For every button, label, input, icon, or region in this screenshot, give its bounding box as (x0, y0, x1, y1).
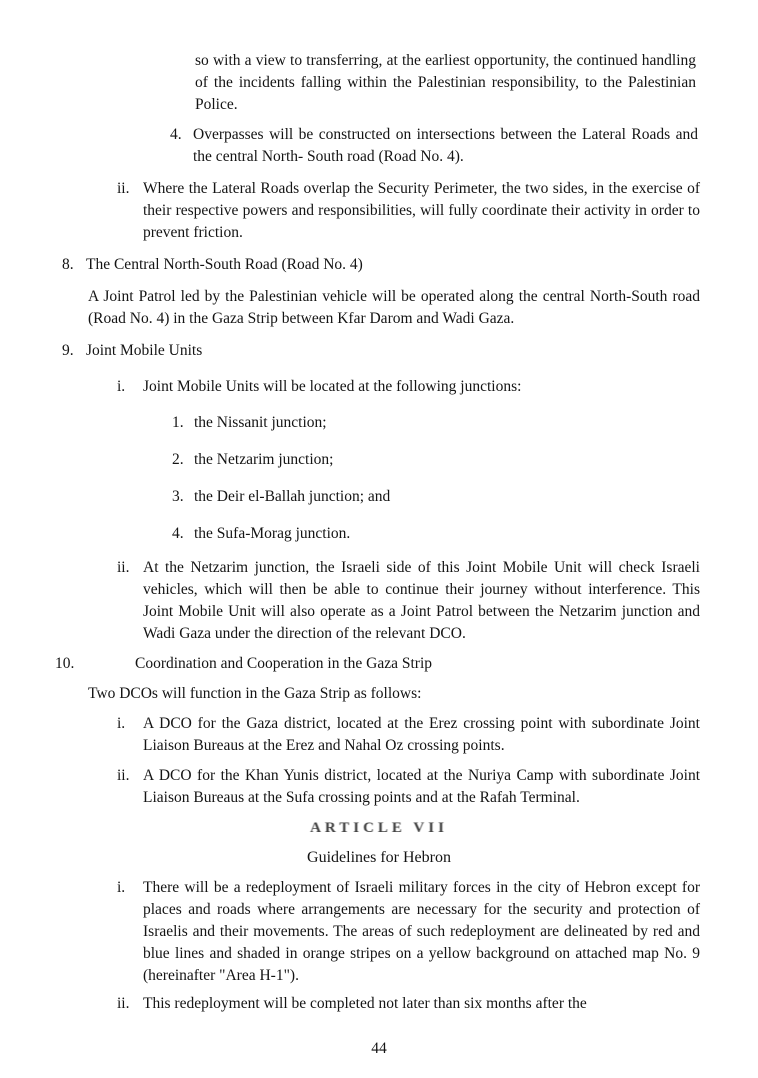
paragraph-transfer-continuation: so with a view to transferring, at the earliest opportunity, the continued handling of the incidents falling within the Palestinian responsibility, to the Palestinian Police. (195, 52, 696, 113)
list-marker: 2. (172, 451, 184, 468)
list-item-text: At the Netzarim junction, the Israeli side of this Joint Mobile Unit will check Israeli vehicles, which will then be able to continue their journey without interference. This Joint Mobile Unit will also operate as a Joint Patrol between the Netzarim junction and Wadi Gaza under the direction of the relevant DCO. (143, 559, 700, 642)
list-item-junction-intro (117, 376, 700, 398)
list-item-text: A DCO for the Khan Yunis district, located at the Nuriya Camp with subordinate Joint Liaison Bureaus at the Sufa crossing points and at the Rafah Terminal. (143, 767, 700, 806)
list-item-text: A DCO for the Gaza district, located at the Erez crossing point with subordinate Joint Liaison Bureaus at the Erez and Nahal Oz crossing points. (143, 715, 700, 754)
list-item-hebron-redeployment (117, 877, 700, 987)
list-marker: ii. (117, 995, 130, 1012)
guidelines-hebron-heading: Guidelines for Hebron (307, 849, 451, 866)
list-item-junction-3 (172, 486, 698, 508)
list-item-text: the Netzarim junction; (194, 451, 334, 468)
list-item-text: This redeployment will be completed not later than six months after the (143, 995, 587, 1012)
section-marker: 8. (62, 256, 74, 273)
list-item-netzarim-check (117, 557, 700, 645)
list-item-text: the Sufa-Morag junction. (194, 525, 351, 542)
section-title: The Central North-South Road (Road No. 4) (86, 256, 363, 273)
list-item-dco-khan-yunis (117, 765, 700, 809)
list-marker: ii. (117, 767, 130, 784)
list-item-dco-gaza (117, 713, 700, 757)
list-marker: i. (117, 378, 126, 395)
list-item-text: Joint Mobile Units will be located at the following junctions: (143, 378, 522, 395)
list-marker: i. (117, 715, 126, 732)
list-item-text: There will be a redeployment of Israeli military forces in the city of Hebron except for places and roads where arrangements are necessary for the security and protection of Israelis and their movements. The areas of such redeployment are delineated by red and blue lines and shaded in orange stripes on a yellow background on attached map No. 9 (hereinafter "Area H-1"). (143, 879, 700, 984)
list-marker: ii. (117, 559, 130, 576)
list-marker: 4. (170, 126, 182, 143)
list-marker: ii. (117, 180, 130, 197)
section-9-heading (62, 340, 700, 362)
section-8-body: A Joint Patrol led by the Palestinian vehicle will be operated along the central North-South road (Road No. 4) in the Gaza Strip between Kfar Darom and Wadi Gaza. (88, 288, 700, 327)
list-marker: 4. (172, 525, 184, 542)
section-title: Joint Mobile Units (86, 342, 203, 359)
list-item-text: the Nissanit junction; (194, 414, 327, 431)
list-marker: 3. (172, 488, 184, 505)
section-title: Coordination and Cooperation in the Gaza Strip (135, 655, 433, 672)
list-marker: 1. (172, 414, 184, 431)
list-item-junction-2 (172, 449, 698, 471)
list-item-junction-4 (172, 523, 698, 545)
section-marker: 9. (62, 342, 74, 359)
list-item-hebron-timeline (117, 993, 700, 1015)
page-number: 44 (371, 1040, 387, 1057)
list-marker: i. (117, 879, 126, 896)
list-item-text: Where the Lateral Roads overlap the Security Perimeter, the two sides, in the exercise of their respective powers and responsibilities, will fully coordinate their activity in order to prevent friction. (143, 180, 700, 241)
section-10-heading (55, 653, 700, 675)
list-item-text: Overpasses will be constructed on intersections between the Lateral Roads and the central North- South road (Road No. 4). (193, 126, 698, 165)
list-item-lateral-overlap (117, 178, 700, 244)
list-item-junction-1 (172, 412, 698, 434)
section-10-body: Two DCOs will function in the Gaza Strip as follows: (88, 685, 422, 702)
article-vii-heading: ARTICLE VII (310, 820, 448, 836)
section-marker: 10. (55, 655, 75, 672)
section-8-heading (62, 254, 700, 276)
list-item-text: the Deir el-Ballah junction; and (194, 488, 391, 505)
list-item-overpasses (170, 124, 698, 168)
